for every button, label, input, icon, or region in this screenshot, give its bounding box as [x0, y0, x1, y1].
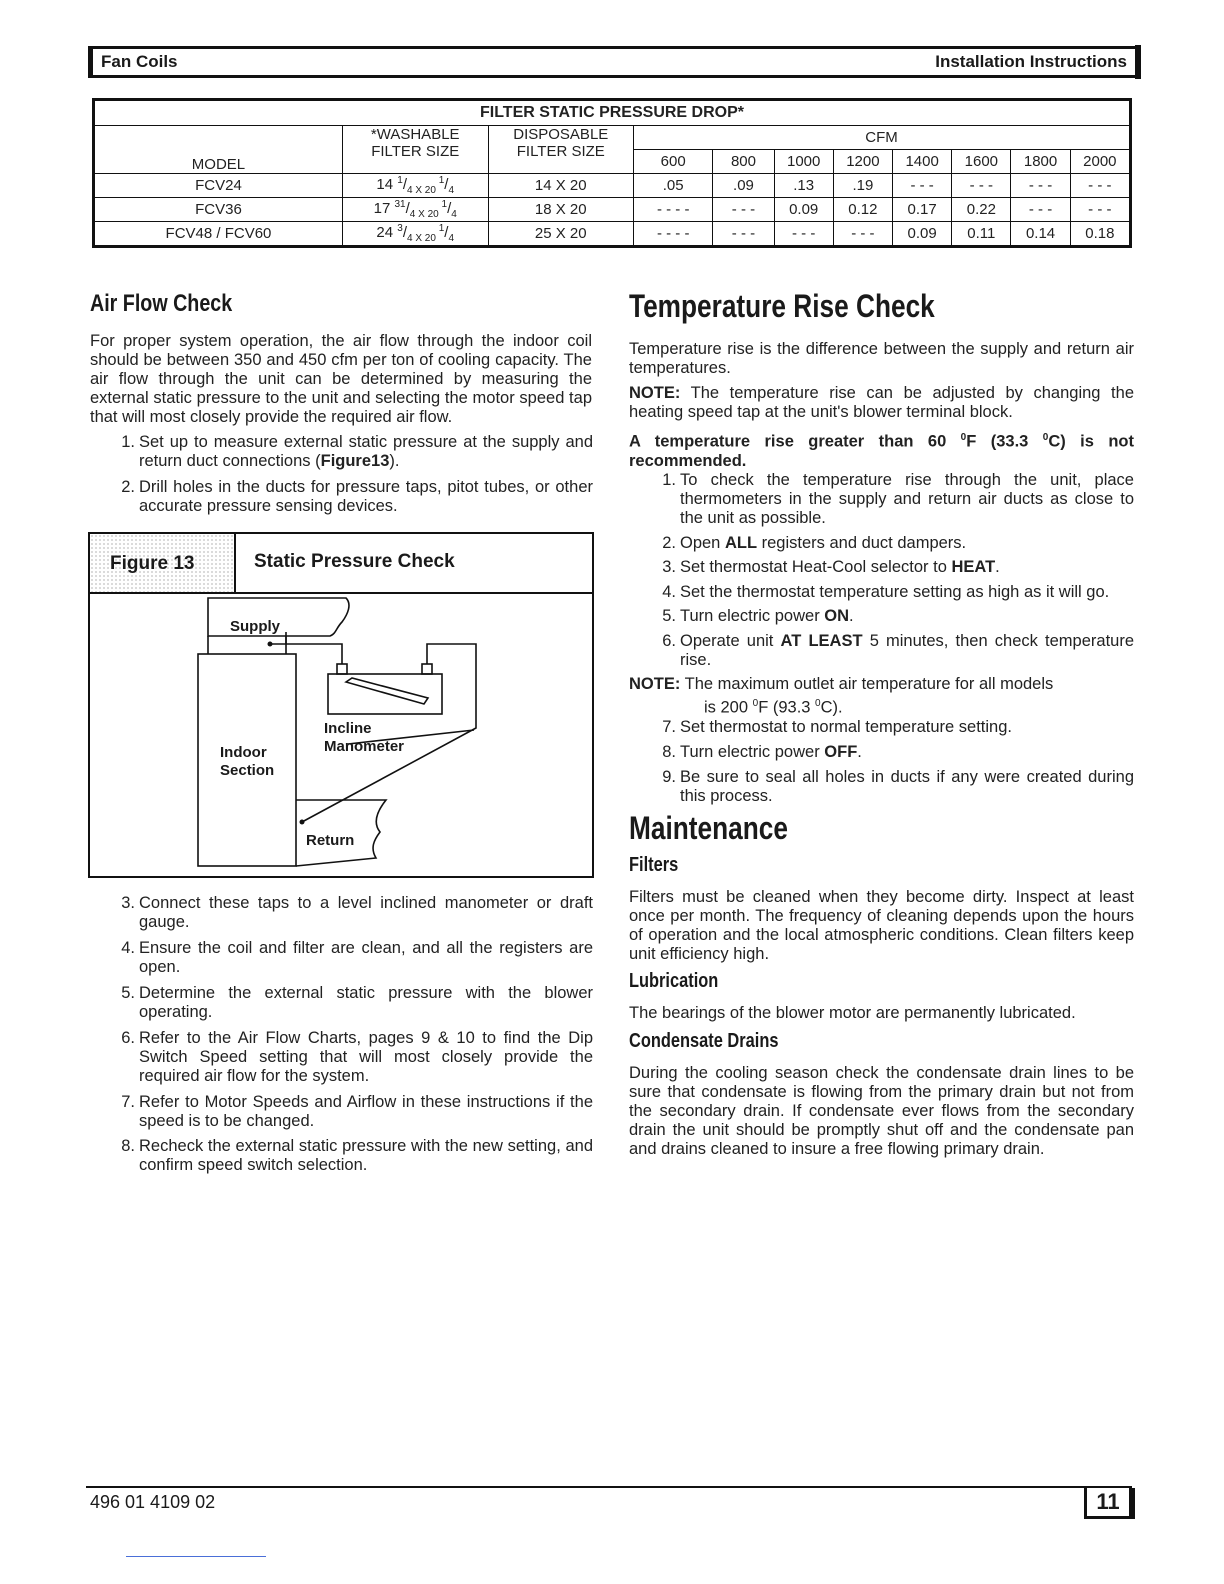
temp-rise-warning: A temperature rise greater than 60 $^0$F (33.3 $^0$C) is not recommended. [629, 432, 1134, 470]
cfm-1400: 1400 [893, 150, 952, 174]
cell-value: .09 [713, 174, 774, 198]
cell-value: - - - - [634, 198, 713, 222]
cell-value: - - - [893, 174, 952, 198]
cell-washable: 14 $^1/_{4 X 20}$ $^1/_4$ [342, 174, 488, 198]
static-pressure-diagram [90, 534, 592, 876]
cell-value: - - - [1011, 198, 1070, 222]
cell-value: 0.17 [893, 198, 952, 222]
filter-pressure-table [92, 98, 1132, 248]
label-manometer: Manometer [324, 738, 405, 755]
cell-value: - - - [774, 222, 833, 247]
temp-step-2: 2. Open ALL registers and duct dampers. [662, 534, 967, 552]
col-cfm: CFM [634, 126, 1131, 150]
temp-rise-intro: Temperature rise is the difference between the supply and return air temperatures. [629, 340, 1134, 377]
airflow-heading: Air Flow Check [90, 290, 233, 317]
cell-value: 0.14 [1011, 222, 1070, 247]
airflow-intro: For proper system operation, the air flow through the indoor coil should be between 350 and 450 cfm per ton of cooling capacity. The air flow through the unit can be determined by measuring the external static pressure to the unit and selecting the motor speed tap that will most closely provide the required air flow. [90, 332, 592, 426]
temp-step-1: 1. To check the temperature rise through the unit, place thermometers in the supply and return air ducts as close to the unit as possible. [662, 471, 1134, 527]
lubrication-text: The bearings of the blower motor are permanently lubricated. [629, 1004, 1076, 1022]
temp-step-7: 7. Set thermostat to normal temperature setting. [662, 718, 1012, 736]
cell-value: - - - [1070, 198, 1130, 222]
cell-washable: 17 $^{31}/_{4 X 20}$ $^1/_4$ [342, 198, 488, 222]
header-rule [1135, 45, 1141, 79]
cfm-1000: 1000 [774, 150, 833, 174]
temp-step-5: 5. Turn electric power ON. [662, 607, 854, 625]
table-row [94, 198, 1131, 222]
manometer-body [328, 674, 442, 714]
temp-step-4: 4. Set the thermostat temperature setting as high as it will go. [662, 583, 1110, 601]
cfm-1800: 1800 [1011, 150, 1070, 174]
filters-text: Filters must be cleaned when they become dirty. Inspect at least once per month. The frequency of cleaning depends upon the hours of operation and the local atmospheric conditions. Clean filters keep unit efficiency high. [629, 888, 1134, 963]
airflow-step-5: 5. Determine the external static pressure with the blower operating. [121, 984, 593, 1021]
cell-value: - - - [1011, 174, 1070, 198]
link-underline [126, 1556, 266, 1557]
cell-value: 0.09 [893, 222, 952, 247]
cell-disposable: 25 X 20 [488, 222, 634, 247]
cell-model: FCV48 / FCV60 [94, 222, 343, 247]
cfm-1200: 1200 [833, 150, 892, 174]
cell-value: .13 [774, 174, 833, 198]
temp-rise-note-2: NOTE: The maximum outlet air temperature for all models [629, 675, 1054, 693]
cfm-2000: 2000 [1070, 150, 1130, 174]
airflow-step-8: 8. Recheck the external static pressure with the new setting, and confirm speed switch selection. [121, 1137, 593, 1174]
airflow-step-3: 3. Connect these taps to a level inclined manometer or draft gauge. [121, 894, 593, 931]
col-washable: *WASHABLE FILTER SIZE [342, 126, 488, 174]
cell-value: - - - [713, 222, 774, 247]
col-disposable: DISPOSABLE FILTER SIZE [488, 126, 634, 174]
label-section: Section [220, 762, 275, 779]
return-tap [300, 820, 305, 825]
cell-value: .19 [833, 174, 892, 198]
airflow-step-7: 7. Refer to Motor Speeds and Airflow in these instructions if the speed is to be changed. [121, 1093, 593, 1130]
supply-tap [268, 642, 273, 647]
label-supply: Supply [230, 618, 281, 635]
page-number: 11 [1084, 1488, 1135, 1519]
temp-step-8: 8. Turn electric power OFF. [662, 743, 862, 761]
incline-tube [346, 678, 428, 704]
temp-step-6: 6. Operate unit AT LEAST 5 minutes, then check temperature rise. [662, 632, 1135, 669]
cfm-1600: 1600 [952, 150, 1011, 174]
cell-value: - - - [713, 198, 774, 222]
maintenance-heading: Maintenance [629, 810, 788, 846]
figure-13 [88, 532, 594, 878]
temp-step-9: 9. Be sure to seal all holes in ducts if any were created during this process. [662, 768, 1134, 805]
condensate-heading: Condensate Drains [629, 1030, 779, 1052]
cell-value: - - - [952, 174, 1011, 198]
figure-number: Figure 13 [110, 553, 195, 574]
doc-number: 496 01 4109 02 [90, 1492, 216, 1512]
cfm-800: 800 [713, 150, 774, 174]
label-incline: Incline [324, 720, 372, 737]
cell-model: FCV36 [94, 198, 343, 222]
cell-disposable: 18 X 20 [488, 198, 634, 222]
airflow-step-2: 2. Drill holes in the ducts for pressure taps, pitot tubes, or other accurate pressure sensing devices. [121, 478, 593, 515]
label-return: Return [306, 832, 355, 849]
header-right: Installation Instructions [935, 52, 1127, 71]
temp-step-3: 3. Set thermostat Heat-Cool selector to HEAT. [662, 558, 1000, 576]
filters-heading: Filters [629, 854, 679, 876]
cell-value: - - - [1070, 174, 1130, 198]
temp-rise-note-2-cont: is 200 $^0$F (93.3 $^0$C). [704, 698, 843, 717]
airflow-step-4: 4. Ensure the coil and filter are clean, and all the registers are open. [121, 939, 593, 976]
cell-value: - - - - [634, 222, 713, 247]
airflow-step-1: 1. Set up to measure external static pressure at the supply and return duct connections (Figure13). [121, 433, 593, 470]
header-left: Fan Coils [101, 52, 178, 71]
cell-model: FCV24 [94, 174, 343, 198]
cell-value: .05 [634, 174, 713, 198]
temp-rise-note-1: NOTE: The temperature rise can be adjusted by changing the heating speed tap at the unit's blower terminal block. [629, 384, 1134, 421]
label-indoor: Indoor [220, 744, 267, 761]
cell-washable: 24 $^3/_{4 X 20}$ $^1/_4$ [342, 222, 488, 247]
cell-value: - - - [833, 222, 892, 247]
temp-rise-heading: Temperature Rise Check [629, 288, 935, 324]
page-header [88, 46, 1135, 78]
cfm-600: 600 [634, 150, 713, 174]
condensate-text: During the cooling season check the condensate drain lines to be sure that condensate is flowing from the primary drain but not from the secondary drain. If condensate ever flows from the secondary drain the unit should be promptly shut off and the condensate pan and drains cleaned to insure a free flowing primary drain. [629, 1064, 1134, 1158]
cell-value: 0.18 [1070, 222, 1130, 247]
table-row [94, 174, 1131, 198]
cell-value: 0.11 [952, 222, 1011, 247]
table-title: FILTER STATIC PRESSURE DROP* [94, 100, 1131, 126]
airflow-step-6: 6. Refer to the Air Flow Charts, pages 9 & 10 to find the Dip Switch Speed setting that will most closely provide the required air flow for the system. [121, 1029, 593, 1085]
cell-value: 0.09 [774, 198, 833, 222]
col-model: MODEL [94, 126, 343, 174]
cell-value: 0.12 [833, 198, 892, 222]
cell-disposable: 14 X 20 [488, 174, 634, 198]
cell-value: 0.22 [952, 198, 1011, 222]
lubrication-heading: Lubrication [629, 970, 719, 992]
figure-title: Static Pressure Check [254, 551, 455, 572]
table-row [94, 222, 1131, 247]
